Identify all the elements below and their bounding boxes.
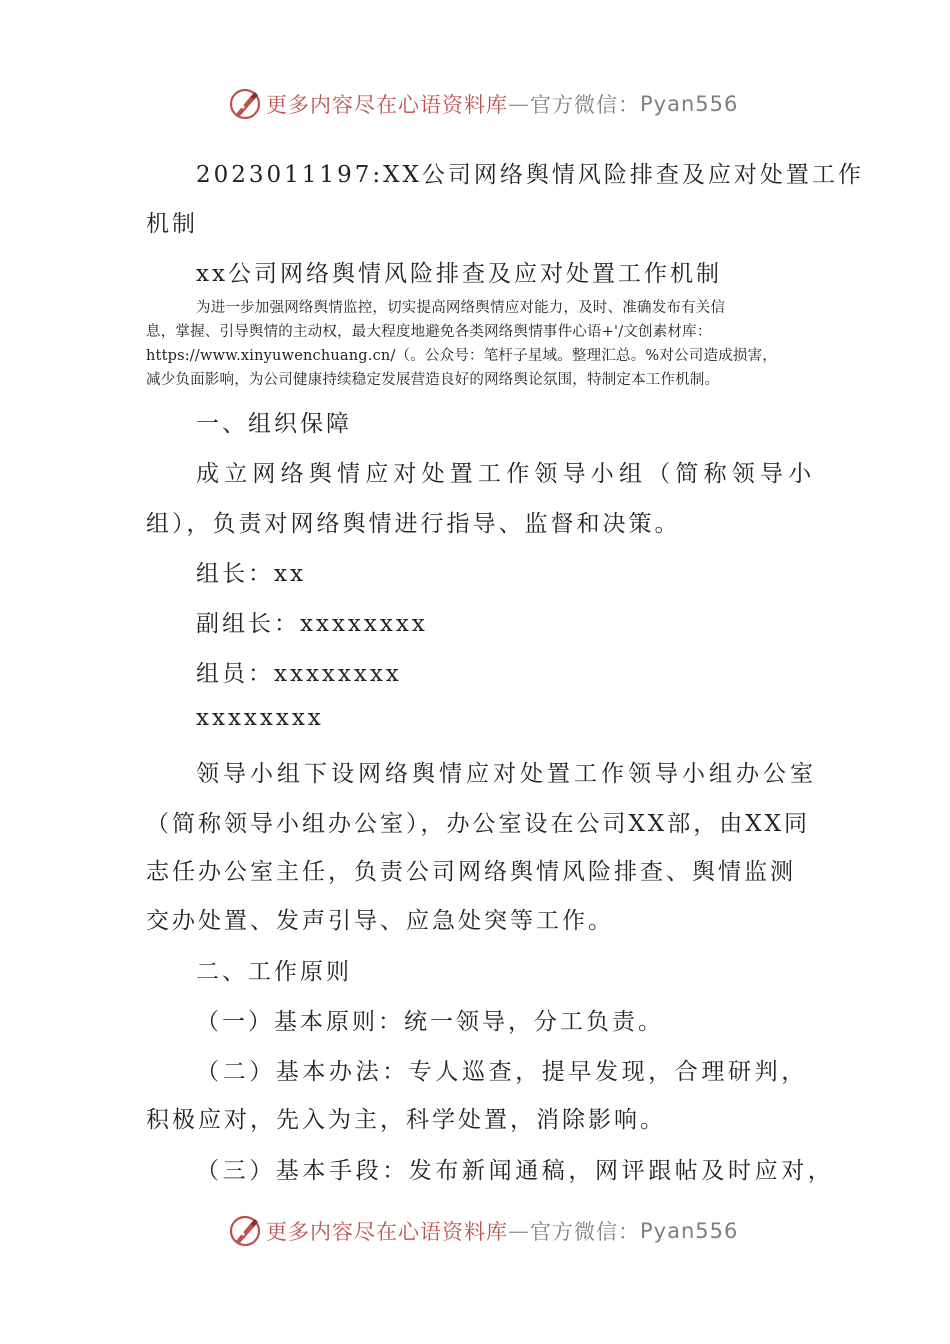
doc-title-line1: 2023011197:XX公司网络舆情风险排查及应对处置工作 bbox=[196, 162, 864, 188]
watermark-banner-top bbox=[228, 84, 738, 124]
section1-para2-line4: 交办处置、发声引导、应急处突等工作。 bbox=[146, 908, 614, 934]
pen-nib-icon bbox=[228, 1214, 262, 1248]
watermark-text: 更多内容尽在心语资料库 bbox=[266, 93, 508, 117]
section1-para2-line1: 领导小组下设网络舆情应对处置工作领导小组办公室 bbox=[196, 761, 817, 787]
members-cont-line: xxxxxxxx bbox=[196, 705, 324, 731]
watermark-account-label: 官方微信： bbox=[530, 93, 640, 117]
watermark-separator: — bbox=[508, 1219, 530, 1243]
doc-subtitle: xx公司网络舆情风险排查及应对处置工作机制 bbox=[196, 261, 722, 287]
section1-heading: 一、组织保障 bbox=[196, 411, 352, 437]
members-line: 组员：xxxxxxxx bbox=[196, 661, 402, 687]
watermark-account-id: Pyan556 bbox=[640, 1219, 739, 1243]
leader-line: 组长：xx bbox=[196, 561, 306, 587]
intro-line-2: 息，掌握、引导舆情的主动权，最大程度地避免各类网络舆情事件心语+'/文创素材库： bbox=[146, 324, 712, 340]
section1-para1-line2: 组），负责对网络舆情进行指导、监督和决策。 bbox=[146, 511, 681, 537]
watermark-banner-bottom bbox=[228, 1211, 738, 1251]
watermark-separator: — bbox=[508, 92, 530, 116]
doc-title-line2: 机制 bbox=[146, 211, 198, 237]
deputy-leader-line: 副组长：xxxxxxxx bbox=[196, 611, 428, 637]
section1-para2-line3: 志任办公室主任，负责公司网络舆情风险排查、舆情监测 bbox=[146, 859, 796, 885]
watermark-text: 更多内容尽在心语资料库 bbox=[266, 1220, 508, 1244]
section1-para1-line1: 成立网络舆情应对处置工作领导小组（简称领导小 bbox=[196, 461, 817, 487]
intro-line-1: 为进一步加强网络舆情监控，切实提高网络舆情应对能力，及时、准确发布有关信 bbox=[196, 300, 726, 316]
intro-line-3: https://www.xinyuwenchuang.cn/（。公众号：笔杆子星域。整理汇总。%对公司造成损害， bbox=[146, 348, 778, 364]
watermark-account-label: 官方微信： bbox=[530, 1220, 640, 1244]
section2-heading: 二、工作原则 bbox=[196, 959, 352, 985]
section1-para2-line2: （简称领导小组办公室），办公室设在公司XX部，由XX同 bbox=[146, 811, 810, 837]
principle-2-line1: （二）基本办法：专人巡查，提早发现，合理研判， bbox=[196, 1059, 808, 1085]
principle-1: （一）基本原则：统一领导，分工负责。 bbox=[196, 1009, 664, 1035]
watermark-account-id: Pyan556 bbox=[640, 92, 739, 116]
principle-2-line2: 积极应对，先入为主，科学处置，消除影响。 bbox=[146, 1107, 666, 1133]
intro-line-4: 减少负面影响，为公司健康持续稳定发展营造良好的网络舆论氛围，特制定本工作机制。 bbox=[146, 372, 720, 388]
principle-3: （三）基本手段：发布新闻通稿，网评跟帖及时应对， bbox=[196, 1158, 835, 1184]
pen-nib-icon bbox=[228, 87, 262, 121]
